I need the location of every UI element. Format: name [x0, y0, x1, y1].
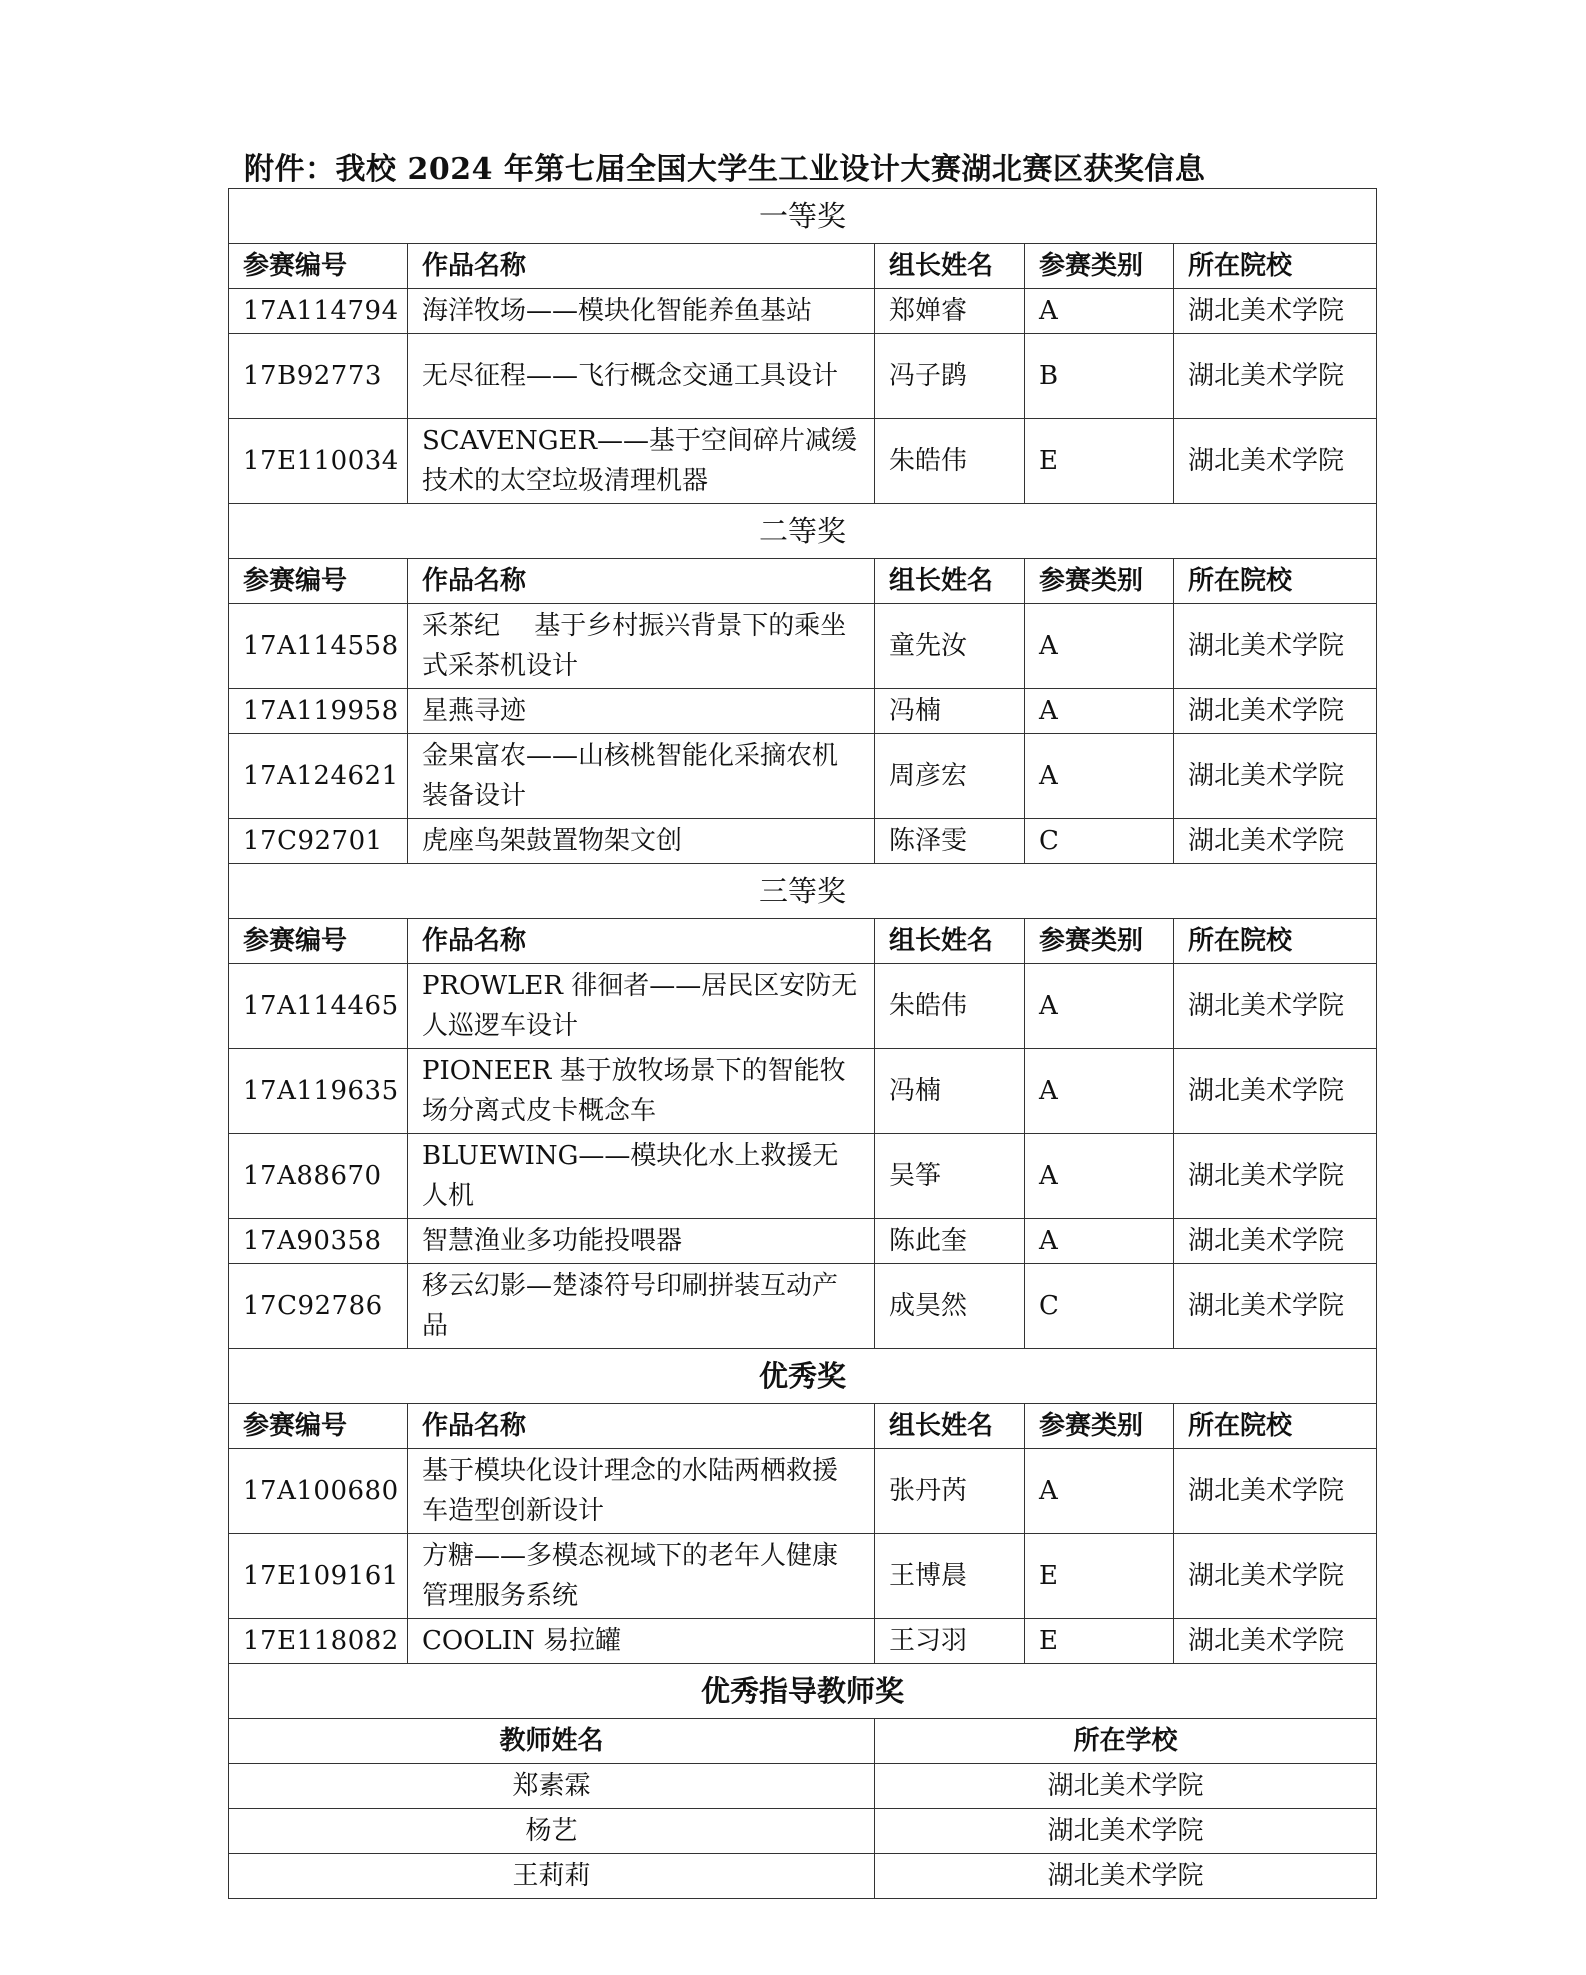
- section-title-second-prize: 二等奖: [229, 504, 1377, 559]
- table-row: [229, 964, 1377, 1049]
- table-row: [229, 1219, 1377, 1264]
- cell-work: 星燕寻迹: [408, 689, 875, 734]
- cell-teacher-school: 湖北美术学院: [875, 1764, 1377, 1809]
- cell-code: 17A119958: [229, 689, 408, 734]
- cell-code: 17A114558: [229, 604, 408, 689]
- table-row: [229, 819, 1377, 864]
- cell-work: 无尽征程——飞行概念交通工具设计: [408, 334, 875, 419]
- header-work: 作品名称: [408, 1404, 875, 1449]
- cell-category: E: [1025, 419, 1174, 504]
- header-leader: 组长姓名: [875, 244, 1025, 289]
- header-teacher-school: 所在学校: [875, 1719, 1377, 1764]
- cell-leader: 朱皓伟: [875, 964, 1025, 1049]
- table-row: [229, 1534, 1377, 1619]
- header-school: 所在院校: [1174, 559, 1377, 604]
- header-school: 所在院校: [1174, 244, 1377, 289]
- cell-category: E: [1025, 1534, 1174, 1619]
- table-row: [229, 419, 1377, 504]
- header-leader: 组长姓名: [875, 559, 1025, 604]
- cell-code: 17C92786: [229, 1264, 408, 1349]
- cell-teacher-name: 王莉莉: [229, 1854, 875, 1899]
- cell-school: 湖北美术学院: [1174, 1264, 1377, 1349]
- cell-teacher-school: 湖北美术学院: [875, 1854, 1377, 1899]
- table-row: [229, 1049, 1377, 1134]
- section-row: [229, 189, 1377, 244]
- header-row: [229, 1404, 1377, 1449]
- cell-work: PROWLER 徘徊者——居民区安防无人巡逻车设计: [408, 964, 875, 1049]
- cell-category: A: [1025, 1134, 1174, 1219]
- cell-code: 17A114794: [229, 289, 408, 334]
- header-code: 参赛编号: [229, 559, 408, 604]
- section-title-teacher-award: 优秀指导教师奖: [229, 1664, 1377, 1719]
- cell-work: 海洋牧场——模块化智能养鱼基站: [408, 289, 875, 334]
- table-row: [229, 734, 1377, 819]
- cell-work: 虎座鸟架鼓置物架文创: [408, 819, 875, 864]
- section-row: [229, 1664, 1377, 1719]
- cell-code: 17A124621: [229, 734, 408, 819]
- cell-leader: 张丹芮: [875, 1449, 1025, 1534]
- cell-leader: 王习羽: [875, 1619, 1025, 1664]
- cell-category: A: [1025, 604, 1174, 689]
- cell-code: 17C92701: [229, 819, 408, 864]
- header-leader: 组长姓名: [875, 1404, 1025, 1449]
- cell-school: 湖北美术学院: [1174, 689, 1377, 734]
- section-title-first-prize: 一等奖: [229, 189, 1377, 244]
- cell-teacher-name: 杨艺: [229, 1809, 875, 1854]
- header-teacher-name: 教师姓名: [229, 1719, 875, 1764]
- cell-category: C: [1025, 819, 1174, 864]
- cell-category: A: [1025, 734, 1174, 819]
- cell-category: A: [1025, 1449, 1174, 1534]
- section-title-excellence-award: 优秀奖: [229, 1349, 1377, 1404]
- section-row: [229, 1349, 1377, 1404]
- cell-school: 湖北美术学院: [1174, 604, 1377, 689]
- header-row: [229, 244, 1377, 289]
- header-work: 作品名称: [408, 244, 875, 289]
- cell-code: 17B92773: [229, 334, 408, 419]
- cell-work: 智慧渔业多功能投喂器: [408, 1219, 875, 1264]
- table-row: [229, 1619, 1377, 1664]
- teacher-header-row: [229, 1719, 1377, 1764]
- header-category: 参赛类别: [1025, 919, 1174, 964]
- cell-leader: 冯楠: [875, 1049, 1025, 1134]
- cell-code: 17A119635: [229, 1049, 408, 1134]
- header-work: 作品名称: [408, 919, 875, 964]
- teacher-row: [229, 1809, 1377, 1854]
- header-work: 作品名称: [408, 559, 875, 604]
- cell-school: 湖北美术学院: [1174, 1134, 1377, 1219]
- cell-leader: 周彦宏: [875, 734, 1025, 819]
- cell-leader: 冯楠: [875, 689, 1025, 734]
- cell-code: 17A90358: [229, 1219, 408, 1264]
- section-title-third-prize: 三等奖: [229, 864, 1377, 919]
- cell-work: COOLIN 易拉罐: [408, 1619, 875, 1664]
- header-row: [229, 919, 1377, 964]
- cell-leader: 陈泽雯: [875, 819, 1025, 864]
- cell-leader: 成昊然: [875, 1264, 1025, 1349]
- cell-school: 湖北美术学院: [1174, 289, 1377, 334]
- cell-category: A: [1025, 964, 1174, 1049]
- cell-teacher-school: 湖北美术学院: [875, 1809, 1377, 1854]
- cell-code: 17A114465: [229, 964, 408, 1049]
- table-row: [229, 1134, 1377, 1219]
- header-code: 参赛编号: [229, 1404, 408, 1449]
- table-row: [229, 604, 1377, 689]
- cell-leader: 王博晨: [875, 1534, 1025, 1619]
- teacher-row: [229, 1764, 1377, 1809]
- cell-category: E: [1025, 1619, 1174, 1664]
- document-title: 附件：我校 2024 年第七届全国大学生工业设计大赛湖北赛区获奖信息: [244, 152, 1206, 187]
- cell-code: 17E110034: [229, 419, 408, 504]
- cell-leader: 郑婵睿: [875, 289, 1025, 334]
- header-code: 参赛编号: [229, 919, 408, 964]
- awards-table: [228, 188, 1377, 1899]
- cell-work: BLUEWING——模块化水上救援无人机: [408, 1134, 875, 1219]
- cell-teacher-name: 郑素霖: [229, 1764, 875, 1809]
- cell-leader: 陈此奎: [875, 1219, 1025, 1264]
- table-row: [229, 1449, 1377, 1534]
- cell-work: 采茶纪 基于乡村振兴背景下的乘坐式采茶机设计: [408, 604, 875, 689]
- cell-school: 湖北美术学院: [1174, 734, 1377, 819]
- header-code: 参赛编号: [229, 244, 408, 289]
- cell-school: 湖北美术学院: [1174, 819, 1377, 864]
- cell-leader: 冯子鹍: [875, 334, 1025, 419]
- cell-school: 湖北美术学院: [1174, 334, 1377, 419]
- cell-code: 17E109161: [229, 1534, 408, 1619]
- header-school: 所在院校: [1174, 1404, 1377, 1449]
- section-row: [229, 504, 1377, 559]
- cell-category: C: [1025, 1264, 1174, 1349]
- cell-school: 湖北美术学院: [1174, 1619, 1377, 1664]
- cell-work: 金果富农——山核桃智能化采摘农机装备设计: [408, 734, 875, 819]
- header-category: 参赛类别: [1025, 244, 1174, 289]
- cell-work: 移云幻影—楚漆符号印刷拼装互动产品: [408, 1264, 875, 1349]
- header-category: 参赛类别: [1025, 1404, 1174, 1449]
- cell-work: 基于模块化设计理念的水陆两栖救援车造型创新设计: [408, 1449, 875, 1534]
- cell-leader: 童先汝: [875, 604, 1025, 689]
- cell-code: 17A100680: [229, 1449, 408, 1534]
- cell-school: 湖北美术学院: [1174, 1049, 1377, 1134]
- table-row: [229, 334, 1377, 419]
- table-row: [229, 289, 1377, 334]
- cell-school: 湖北美术学院: [1174, 419, 1377, 504]
- cell-school: 湖北美术学院: [1174, 1449, 1377, 1534]
- cell-school: 湖北美术学院: [1174, 964, 1377, 1049]
- table-row: [229, 1264, 1377, 1349]
- header-row: [229, 559, 1377, 604]
- cell-work: 方糖——多模态视域下的老年人健康管理服务系统: [408, 1534, 875, 1619]
- cell-category: A: [1025, 1219, 1174, 1264]
- cell-school: 湖北美术学院: [1174, 1534, 1377, 1619]
- cell-category: A: [1025, 689, 1174, 734]
- header-category: 参赛类别: [1025, 559, 1174, 604]
- cell-category: B: [1025, 334, 1174, 419]
- cell-leader: 朱皓伟: [875, 419, 1025, 504]
- table-row: [229, 689, 1377, 734]
- header-leader: 组长姓名: [875, 919, 1025, 964]
- section-row: [229, 864, 1377, 919]
- cell-school: 湖北美术学院: [1174, 1219, 1377, 1264]
- cell-work: PIONEER 基于放牧场景下的智能牧场分离式皮卡概念车: [408, 1049, 875, 1134]
- cell-work: SCAVENGER——基于空间碎片减缓技术的太空垃圾清理机器: [408, 419, 875, 504]
- header-school: 所在院校: [1174, 919, 1377, 964]
- cell-category: A: [1025, 1049, 1174, 1134]
- cell-code: 17E118082: [229, 1619, 408, 1664]
- teacher-row: [229, 1854, 1377, 1899]
- cell-leader: 吴筝: [875, 1134, 1025, 1219]
- cell-category: A: [1025, 289, 1174, 334]
- cell-code: 17A88670: [229, 1134, 408, 1219]
